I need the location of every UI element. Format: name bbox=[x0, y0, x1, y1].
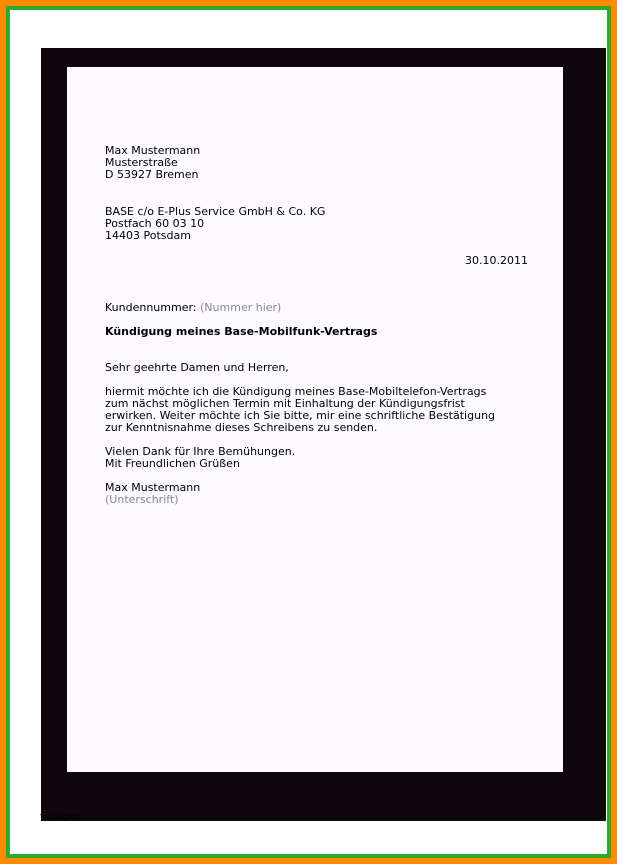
customer-number-placeholder: (Nummer hier) bbox=[200, 301, 282, 314]
signature-name: Max Mustermann bbox=[105, 481, 201, 494]
sender-name: Max Mustermann bbox=[105, 144, 201, 157]
body-line: zum nächst möglichen Termin mit Einhaltung der Kündigungsfrist bbox=[105, 397, 465, 410]
body-line: zur Kenntnisnahme dieses Schreibens zu senden. bbox=[105, 421, 378, 434]
recipient-line3: 14403 Potsdam bbox=[105, 229, 191, 242]
salutation: Sehr geehrte Damen und Herren, bbox=[105, 361, 289, 374]
signature-placeholder: (Unterschrift) bbox=[105, 493, 179, 506]
letter-date: 30.10.2011 bbox=[465, 254, 528, 267]
recipient-line1: BASE c/o E-Plus Service GmbH & Co. KG bbox=[105, 205, 326, 218]
body-line: hiermit möchte ich die Kündigung meines Base-Mobiltelefon-Vertrags bbox=[105, 385, 487, 398]
sender-street: Musterstraße bbox=[105, 156, 178, 169]
thanks-line: Vielen Dank für Ihre Bemühungen. bbox=[105, 445, 296, 458]
subject-line: Kündigung meines Base-Mobilfunk-Vertrags bbox=[105, 325, 378, 338]
recipient-line2: Postfach 60 03 10 bbox=[105, 217, 205, 230]
closing-line: Mit Freundlichen Grüßen bbox=[105, 457, 240, 470]
watermark-text: vorlagen bbox=[40, 812, 80, 822]
body-line: erwirken. Weiter möchte ich Sie bitte, mir eine schriftliche Bestätigung bbox=[105, 409, 496, 422]
sender-city: D 53927 Bremen bbox=[105, 168, 199, 181]
customer-number-label: Kundennummer: bbox=[105, 301, 197, 314]
customer-number bbox=[105, 302, 281, 314]
